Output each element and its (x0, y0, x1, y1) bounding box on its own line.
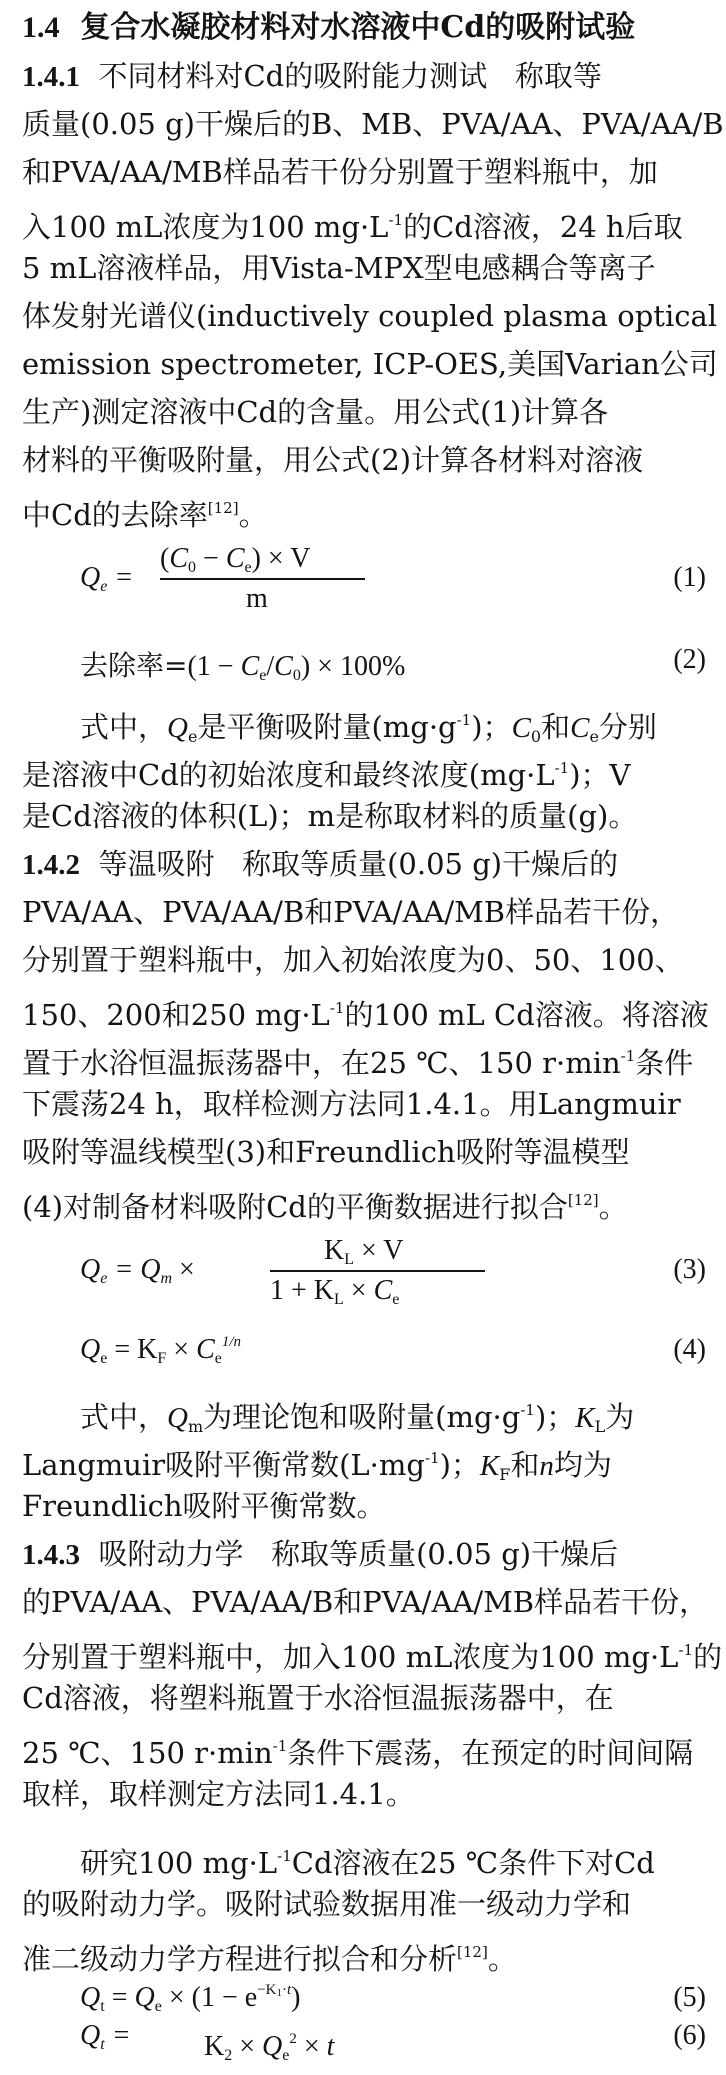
equation-number: (4) (673, 1334, 706, 1365)
body-line (22, 1084, 706, 1128)
body-text: 的Cd溶液，24 h后取 (403, 210, 683, 244)
body-line: 准二级动力学方程进行拟合和分析[12]。 (22, 1942, 517, 1976)
body-line (22, 440, 706, 484)
body-line: 置于水浴恒温振荡器中，在25 ℃、150 $r\cdot\min^{-1}$条件 (22, 1046, 694, 1080)
body-text: 吸附等温线模型(3)和Freundlich吸附等温模型 (22, 1135, 630, 1169)
body-text: 分别置于塑料瓶中，加入100 mL浓度为100 mg·L (22, 1640, 679, 1674)
subsection-title: 不同材料对Cd的吸附能力测试 (98, 59, 488, 93)
body-text: 称取等质量(0.05 g)干燥后的 (242, 847, 619, 881)
subsection-143-heading (22, 1534, 706, 1578)
body-line (22, 296, 718, 340)
fraction-numerator: $K_L \times V$ (324, 1235, 404, 1268)
body-line (22, 1486, 706, 1530)
body-line (22, 1678, 706, 1722)
body-line: 分别置于塑料瓶中，加入100 mL浓度为100 $mg\cdot L^{-1}$的 (22, 1640, 723, 1674)
body-line (22, 200, 706, 244)
equation-body: $Q_e = K_F \times C_e^{1/n}$ (80, 1334, 242, 1367)
equation-number: (1) (673, 562, 706, 593)
superscript: -1 (388, 211, 404, 229)
equation-6 (80, 2020, 706, 2064)
fraction-denominator: $1 + K_L \times C_e$ (270, 1275, 400, 1308)
body-text: 称取等 (514, 59, 602, 93)
body-line (22, 392, 706, 436)
body-text: 准二级动力学方程进行拟合和分析 (22, 1942, 458, 1976)
equation-3 (80, 1232, 706, 1320)
body-text: 中Cd的去除率 (22, 498, 208, 532)
body-text: 分别置于塑料瓶中，加入初始浓度为0、50、100、 (22, 943, 684, 977)
fraction-numerator: $(C_0 - C_e) \times V$ (160, 543, 311, 576)
body-text: 25 ℃、150 r·min (22, 1736, 273, 1770)
body-line: Langmuir吸附平衡常数$(L\cdot mg^{-1})$；$K_F$和n均为 (22, 1448, 612, 1484)
equation-2 (80, 636, 706, 690)
body-line: 式中，$Q_e$是平衡吸附量$(mg\cdot g^{-1})$；$C_0$和$C_e$分别 (80, 710, 657, 746)
body-line (22, 488, 706, 532)
fraction-denominator: m (246, 583, 268, 614)
body-line (22, 940, 706, 984)
equation-4 (80, 1326, 706, 1380)
subsection-number: 1.4.3 (22, 1539, 80, 1571)
equation-1 (80, 540, 706, 628)
equation-number: (6) (673, 2020, 706, 2051)
equation-body: $Q_t = Q_e \times (1 - e^{-K_1\cdot t})$ (80, 1982, 301, 2015)
body-line (22, 104, 724, 148)
subsection-142-heading (22, 844, 706, 888)
body-text: 5 mL溶液样品，用Vista-MPX型电感耦合等离子 (22, 251, 656, 285)
body-text: 研究100 mg·L (80, 1846, 278, 1880)
body-line: (4)对制备材料吸附Cd的平衡数据进行拟合[12]。 (22, 1190, 628, 1224)
body-line: 研究100 $mg\cdot L^{-1}Cd$溶液在25 ℃条件下对Cd (80, 1846, 655, 1880)
body-text: Langmuir吸附平衡常数(L·mg (22, 1448, 425, 1482)
equation-lhs: $Q_e = Q_m$ × (80, 1254, 195, 1287)
body-text: Cd溶液，将塑料瓶置于水浴恒温振荡器中，在 (22, 1681, 614, 1715)
body-text: Freundlich吸附平衡常数。 (22, 1489, 386, 1523)
equation-lhs: $Q_e$ = (80, 562, 134, 595)
citation: [12] (207, 499, 239, 517)
body-text: 材料的平衡吸附量，用公式(2)计算各材料对溶液 (22, 443, 644, 477)
subsection-title: 吸附动力学 (98, 1537, 244, 1571)
equation-lhs: $Q_t$ = (80, 2020, 131, 2053)
body-text: 入100 mL浓度为100 mg·L (22, 210, 389, 244)
body-text: 和PVA/AA/MB样品若干份分别置于塑料瓶中，加 (22, 155, 658, 189)
body-line (22, 344, 718, 388)
body-text: emission spectrometer, ICP-OES,美国Varian公司 (22, 347, 718, 381)
subsection-141-heading (22, 56, 706, 100)
body-text: 的PVA/AA、PVA/AA/B和PVA/AA/MB样品若干份， (22, 1585, 709, 1619)
body-line (22, 1132, 706, 1176)
equation-body: 去除率$=(1 - C_e/C_0) \times 100\%$ (80, 649, 406, 684)
equation-number: (5) (673, 1982, 706, 2013)
body-line (22, 892, 706, 936)
body-line (22, 1774, 706, 1818)
body-text: 是Cd溶液的体积(L)；m是称取材料的质量(g)。 (22, 799, 638, 833)
body-text: 称取等质量(0.05 g)干燥后 (271, 1537, 619, 1571)
subsection-number: 1.4.2 (22, 849, 80, 881)
section-heading (22, 8, 706, 52)
body-text: 取样，取样测定方法同1.4.1。 (22, 1777, 415, 1811)
section-number: 1.4 (22, 11, 60, 44)
equation-5 (80, 1982, 706, 2022)
body-text: 是溶液中Cd的初始浓度和最终浓度(mg·L (22, 758, 555, 792)
body-text: 置于水浴恒温振荡器中，在25 ℃、150 r·min (22, 1046, 621, 1080)
body-text: 。 (238, 498, 268, 532)
body-text: 150、200和250 mg·L (22, 998, 330, 1032)
subsection-number: 1.4.1 (22, 61, 80, 93)
body-text: 质量(0.05 g)干燥后的B、MB、PVA/AA、PVA/AA/B (22, 107, 724, 141)
fraction-numerator: $K_2 \times Q_e^2 \times t$ (204, 2031, 335, 2064)
body-line: 25 ℃、150 $r\cdot\min^{-1}$条件下震荡，在预定的时间间隔 (22, 1736, 694, 1770)
equation-number: (2) (673, 644, 706, 675)
body-text: (4)对制备材料吸附Cd的平衡数据进行拟合 (22, 1190, 568, 1224)
subsection-title: 等温吸附 (98, 847, 215, 881)
body-text: PVA/AA、PVA/AA/B和PVA/AA/MB样品若干份， (22, 895, 680, 929)
body-text: 体发射光谱仪(inductively coupled plasma optical (22, 299, 718, 333)
fraction (160, 540, 580, 618)
body-text: 的吸附动力学。吸附试验数据用准一级动力学和 (22, 1887, 632, 1921)
body-text: 下震荡24 h，取样检测方法同1.4.1。用Langmuir (22, 1087, 681, 1121)
fraction (270, 1232, 690, 1310)
body-line: 是溶液中Cd的初始浓度和最终浓度$(mg\cdot L^{-1})$；V (22, 758, 631, 792)
body-line (22, 152, 706, 196)
body-line: 150、200和250 $mg\cdot L^{-1}$的100 mL Cd溶液。将溶液 (22, 998, 709, 1032)
body-line (22, 796, 706, 840)
equation-number: (3) (673, 1254, 706, 1285)
body-line (22, 248, 706, 292)
body-line (22, 1582, 709, 1626)
section-title: 复合水凝胶材料对水溶液中Cd的吸附试验 (80, 10, 636, 45)
body-line: 式中，$Q_m$为理论饱和吸附量$(mg\cdot g^{-1})$；$K_L$为 (80, 1400, 635, 1436)
body-text: 生产)测定溶液中Cd的含量。用公式(1)计算各 (22, 395, 609, 429)
body-line (22, 1884, 706, 1928)
fraction (160, 2020, 580, 2064)
